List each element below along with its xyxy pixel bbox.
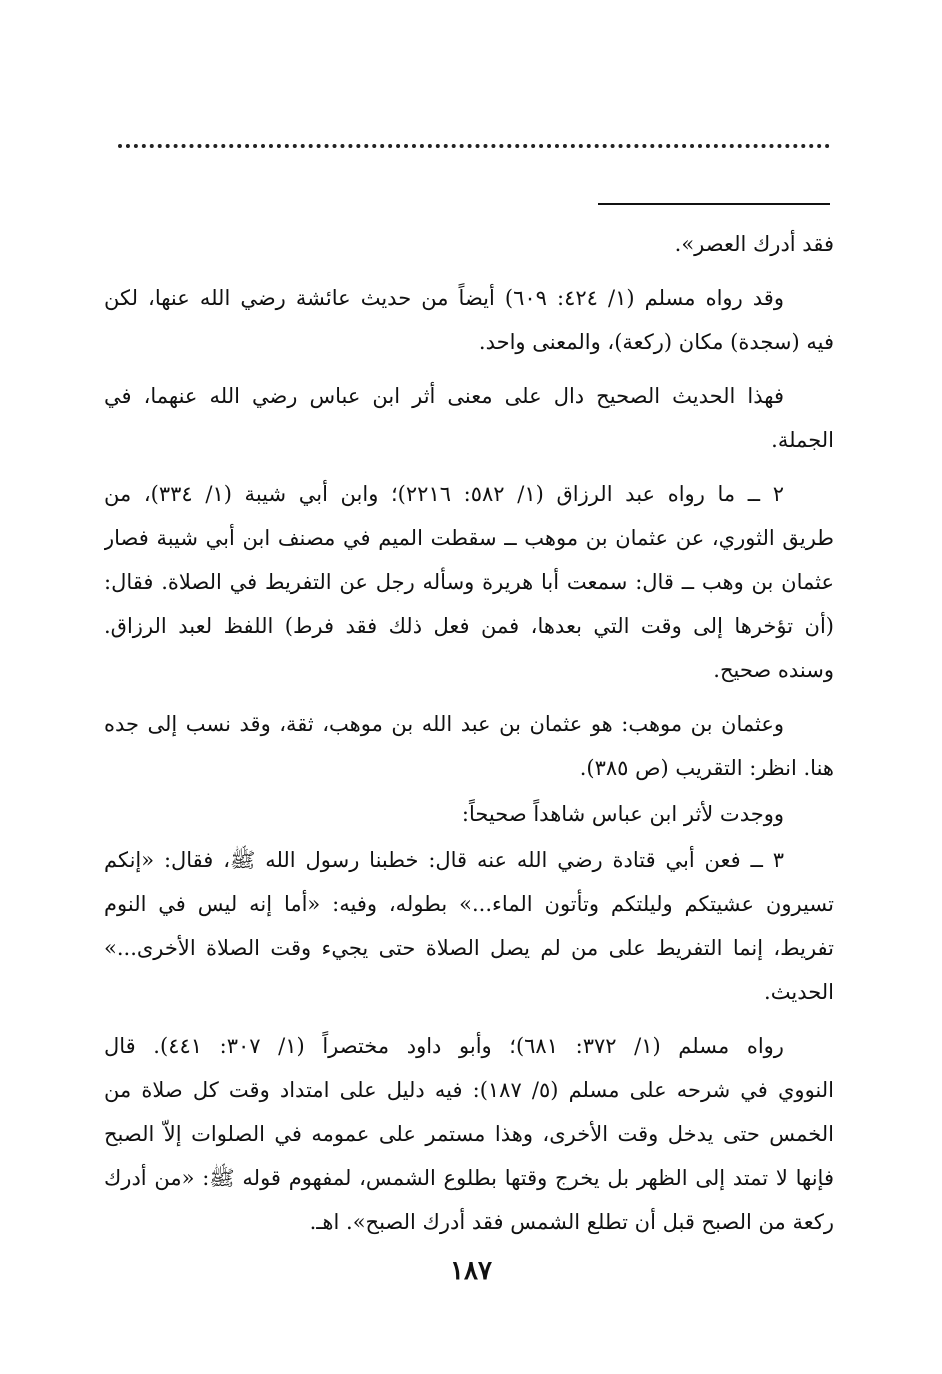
text-line: ركعة من الصبح قبل أن تطلع الشمس فقد أدرك الصبح». اهـ. — [309, 1210, 834, 1234]
text-line: الجملة. — [771, 428, 834, 452]
text-line: رواه مسلم (١/ ٣٧٢: ٦٨١)؛ وأبو داود مختصراً (١/ ٣٠٧: ٤٤١). قال — [104, 1034, 784, 1058]
text-line: طريق الثوري، عن عثمان بن موهب ــ سقطت الميم في مصنف ابن أبي شيبة فصار — [104, 526, 834, 550]
footnote-text — [104, 222, 834, 1254]
page-number: ١٨٧ — [450, 1256, 492, 1286]
text-line: ٢ ــ ما رواه عبد الرزاق (١/ ٥٨٢: ٢٢١٦)؛ وابن أبي شيبة (١/ ٣٣٤)، من — [104, 482, 785, 506]
text-line: وعثمان بن موهب: هو عثمان بن عبد الله بن موهب، ثقة، وقد نسب إلى جده — [104, 712, 784, 736]
paragraph — [104, 1024, 834, 1244]
text-line: تفريط، إنما التفريط على من لم يصل الصلاة حتى يجيء وقت الصلاة الأخرى...» — [104, 936, 834, 960]
paragraph — [104, 792, 834, 836]
text-line: وقد رواه مسلم (١/ ٤٢٤: ٦٠٩) أيضاً من حديث عائشة رضي الله عنها، لكن — [104, 286, 784, 310]
text-line: فقد أدرك العصر». — [674, 232, 834, 256]
text-line: تسيرون عشيتكم وليلتكم وتأتون الماء...» بطوله، وفيه: «أما إنه ليس في النوم — [104, 892, 834, 916]
dotted-separator — [118, 144, 830, 148]
text-line: عثمان بن وهب ــ قال: سمعت أبا هريرة وسأله رجل عن التفريط في الصلاة. فقال: — [104, 570, 834, 594]
paragraph — [104, 374, 834, 462]
text-line: الحديث. — [764, 980, 834, 1004]
paragraph — [104, 276, 834, 364]
text-line: النووي في شرحه على مسلم (٥/ ١٨٧): فيه دليل على امتداد وقت كل صلاة من — [104, 1078, 834, 1102]
text-line: فهذا الحديث الصحيح دال على معنى أثر ابن عباس رضي الله عنهما، في — [104, 384, 784, 408]
text-line: فإنها لا تمتد إلى الظهر بل يخرج وقتها بطلوع الشمس، لمفهوم قوله ﷺ: «من أدرك — [104, 1166, 834, 1190]
text-line: ٣ ــ فعن أبي قتادة رضي الله عنه قال: خطبنا رسول الله ﷺ، فقال: «إنكم — [104, 848, 784, 872]
paragraph — [104, 472, 834, 692]
text-line: (أن تؤخرها إلى وقت التي بعدها، فمن فعل ذلك فقد فرط) اللفظ لعبد الرزاق. — [104, 614, 834, 638]
paragraph — [104, 838, 834, 1014]
text-line: فيه (سجدة) مكان (ركعة)، والمعنى واحد. — [478, 330, 834, 354]
paragraph — [104, 222, 834, 266]
text-line: ووجدت لأثر ابن عباس شاهداً صحيحاً: — [461, 802, 784, 826]
paragraph — [104, 702, 834, 790]
text-line: الخمس حتى يدخل وقت الأخرى، وهذا مستمر على عمومه في الصلوات إلاّ الصبح — [104, 1122, 834, 1146]
text-line: وسنده صحيح. — [713, 658, 834, 682]
text-line: هنا. انظر: التقريب (ص ٣٨٥). — [579, 756, 834, 780]
footnote-rule — [598, 203, 830, 205]
